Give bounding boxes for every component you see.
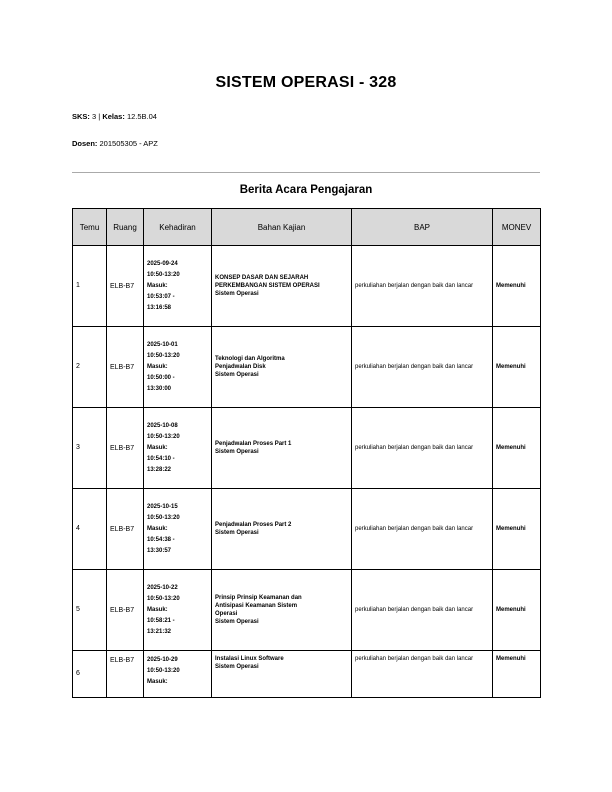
attendance-schedule: 10:50-13:20 (147, 271, 180, 278)
attendance-in-time: 10:54:38 - (147, 536, 175, 543)
cell-bap: perkuliahan berjalan dengan baik dan lancar (352, 489, 493, 570)
cell-ruang: ELB-B7 (107, 570, 144, 651)
attendance-schedule: 10:50-13:20 (147, 595, 180, 602)
cell-temu: 3 (73, 408, 107, 489)
cell-kehadiran (144, 489, 212, 570)
cell-temu: 5 (73, 570, 107, 651)
header-monev: MONEV (493, 209, 541, 246)
attendance-out-time: 13:30:00 (147, 385, 172, 392)
attendance-out-time: 13:21:32 (147, 628, 172, 635)
cell-monev: Memenuhi (493, 408, 541, 489)
topic-line: Penjadwalan Proses Part 1 (215, 441, 292, 447)
topic-line: Teknologi dan Algoritma (215, 356, 285, 362)
header-bahan-kajian: Bahan Kajian (212, 209, 352, 246)
topic-line: Operasi (215, 611, 238, 617)
cell-bahan-kajian (212, 246, 352, 327)
attendance-date: 2025-10-22 (147, 584, 178, 591)
cell-temu: 1 (73, 246, 107, 327)
cell-bap: perkuliahan berjalan dengan baik dan lancar (352, 408, 493, 489)
topic-line: Antisipasi Keamanan Sistem (215, 603, 298, 609)
cell-temu: 6 (73, 651, 107, 698)
topic-line: Sistem Operasi (215, 291, 259, 297)
header-temu: Temu (73, 209, 107, 246)
page-title: SISTEM OPERASI - 328 (215, 74, 397, 91)
cell-ruang: ELB-B7 (107, 327, 144, 408)
attendance-masuk-label: Masuk: (147, 444, 168, 451)
cell-temu: 4 (73, 489, 107, 570)
cell-bahan-kajian (212, 489, 352, 570)
header-bap: BAP (352, 209, 493, 246)
topic-line: Penjadwalan Proses Part 2 (215, 522, 292, 528)
topic-line: Penjadwalan Disk (215, 364, 266, 370)
cell-bap: perkuliahan berjalan dengan baik dan lancar (352, 651, 493, 698)
cell-kehadiran (144, 651, 212, 698)
cell-kehadiran (144, 327, 212, 408)
attendance-out-time: 13:28:22 (147, 466, 172, 473)
cell-bap: perkuliahan berjalan dengan baik dan lancar (352, 570, 493, 651)
attendance-masuk-label: Masuk: (147, 363, 168, 370)
topic-line: Instalasi Linux Software (215, 656, 284, 662)
attendance-date: 2025-09-24 (147, 260, 178, 267)
table-row (73, 570, 541, 651)
cell-ruang: ELB-B7 (107, 246, 144, 327)
dosen-label: Dosen: (72, 139, 98, 148)
cell-bahan-kajian (212, 570, 352, 651)
attendance-out-time: 13:16:58 (147, 304, 172, 311)
topic-line: Prinsip Prinsip Keamanan dan (215, 595, 302, 601)
cell-ruang: ELB-B7 (107, 408, 144, 489)
table-header-row (73, 209, 541, 246)
sks-value: 3 (92, 112, 97, 121)
attendance-schedule: 10:50-13:20 (147, 514, 180, 521)
attendance-masuk-label: Masuk: (147, 282, 168, 289)
attendance-in-time: 10:53:07 - (147, 293, 175, 300)
attendance-date: 2025-10-15 (147, 503, 178, 510)
attendance-date: 2025-10-08 (147, 422, 178, 429)
cell-monev: Memenuhi (493, 327, 541, 408)
sks-label: SKS: (72, 112, 90, 121)
cell-kehadiran (144, 246, 212, 327)
cell-temu: 2 (73, 327, 107, 408)
attendance-in-time: 10:54:10 - (147, 455, 175, 462)
attendance-date: 2025-10-29 (147, 657, 178, 663)
lecturer-line (72, 139, 158, 148)
cell-monev: Memenuhi (493, 570, 541, 651)
cell-monev: Memenuhi (493, 246, 541, 327)
course-info-line (72, 112, 157, 121)
header-kehadiran: Kehadiran (144, 209, 212, 246)
cell-monev: Memenuhi (493, 651, 541, 698)
attendance-in-time: 10:58:21 - (147, 617, 175, 624)
cell-kehadiran (144, 408, 212, 489)
kelas-label: Kelas: (102, 112, 125, 121)
dosen-value: 201505305 - APZ (99, 139, 158, 148)
attendance-schedule: 10:50-13:20 (147, 433, 180, 440)
table-row (73, 489, 541, 570)
separator: | (98, 112, 101, 121)
bap-table (72, 208, 541, 698)
topic-line: Sistem Operasi (215, 619, 259, 625)
table-row (73, 408, 541, 489)
cell-ruang: ELB-B7 (107, 651, 144, 698)
cell-bap: perkuliahan berjalan dengan baik dan lancar (352, 246, 493, 327)
attendance-out-time: 13:30:57 (147, 547, 172, 554)
attendance-in-time: 10:50:00 - (147, 374, 175, 381)
attendance-schedule: 10:50-13:20 (147, 352, 180, 359)
cell-bahan-kajian (212, 408, 352, 489)
attendance-masuk-label: Masuk: (147, 525, 168, 532)
topic-line: PERKEMBANGAN SISTEM OPERASI (215, 283, 320, 289)
divider (72, 172, 540, 173)
topic-line: Sistem Operasi (215, 449, 259, 455)
table-row (73, 246, 541, 327)
kelas-value: 12.5B.04 (126, 112, 157, 121)
cell-monev: Memenuhi (493, 489, 541, 570)
cell-bahan-kajian (212, 327, 352, 408)
attendance-masuk-label: Masuk: (147, 679, 168, 685)
attendance-masuk-label: Masuk: (147, 606, 168, 613)
cell-bahan-kajian (212, 651, 352, 698)
cell-kehadiran (144, 570, 212, 651)
attendance-schedule: 10:50-13:20 (147, 668, 180, 674)
cell-ruang: ELB-B7 (107, 489, 144, 570)
cell-bap: perkuliahan berjalan dengan baik dan lancar (352, 327, 493, 408)
topic-line: KONSEP DASAR DAN SEJARAH (215, 275, 309, 281)
table-row (73, 651, 541, 698)
topic-line: Sistem Operasi (215, 372, 259, 378)
topic-line: Sistem Operasi (215, 664, 259, 670)
section-title: Berita Acara Pengajaran (239, 184, 373, 196)
topic-line: Sistem Operasi (215, 530, 259, 536)
table-row (73, 327, 541, 408)
header-ruang: Ruang (107, 209, 144, 246)
attendance-date: 2025-10-01 (147, 341, 178, 348)
